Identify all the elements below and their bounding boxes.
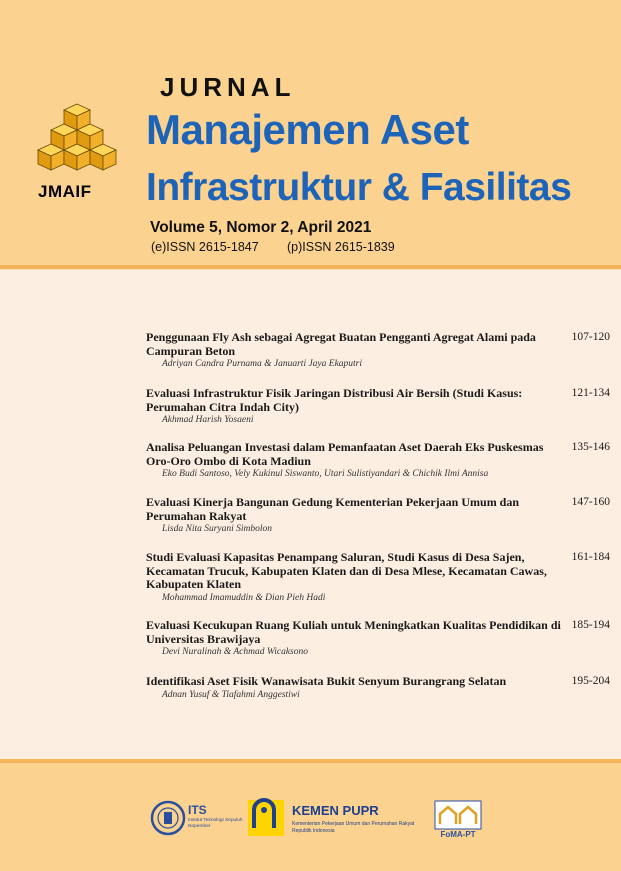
journal-title-line2: Infrastruktur & Fasilitas bbox=[146, 166, 572, 209]
article-authors: Adriyan Candra Purnama & Januarti Jaya Ekaputri bbox=[162, 359, 363, 369]
article-entry[interactable] bbox=[146, 496, 616, 535]
eissn: (e)ISSN 2615-1847 bbox=[151, 240, 259, 254]
article-title: Identifikasi Aset Fisik Wanawisata Bukit Senyum Burangrang Selatan bbox=[146, 674, 507, 688]
article-pages: 161-184 bbox=[571, 551, 610, 563]
article-authors: Adnan Yusuf & Tiafahmi Anggestiwi bbox=[162, 689, 300, 700]
jmaif-cube-logo bbox=[32, 100, 122, 180]
article-entry[interactable] bbox=[146, 331, 616, 370]
volume-info: Volume 5, Nomor 2, April 2021 bbox=[150, 219, 372, 236]
its-emblem-icon bbox=[150, 800, 186, 836]
article-pages: 121-134 bbox=[571, 387, 610, 399]
foma-house-icon bbox=[434, 800, 482, 830]
logo-label: JMAIF bbox=[38, 182, 92, 201]
article-entry[interactable] bbox=[146, 675, 616, 701]
article-title: Studi Evaluasi Kapasitas Penampang Saluran, Studi Kasus di Desa Sajen, Kecamatan Trucuk, Kabupaten Klaten dan di Desa Mlese, Kecamatan Cawas, Kabupaten Klaten bbox=[146, 550, 547, 591]
article-authors: Mohammad Imamuddin & Dian Pieh Hadi bbox=[162, 592, 326, 603]
article-authors: Devi Nuralinah & Achmad Wicaksono bbox=[162, 647, 309, 657]
article-title: Evaluasi Infrastruktur Fisik Jaringan Distribusi Air Bersih (Studi Kasus: Perumahan Citra Indah City) bbox=[146, 386, 523, 414]
article-entry[interactable] bbox=[146, 387, 616, 426]
its-subtitle: Institut Teknologi Sepuluh Nopember bbox=[188, 818, 243, 829]
article-pages: 107-120 bbox=[571, 331, 610, 343]
article-pages: 147-160 bbox=[571, 496, 610, 508]
article-authors: Akhmad Harish Yosaeni bbox=[162, 415, 254, 425]
article-title: Penggunaan Fly Ash sebagai Agregat Buatan Pengganti Agregat Alami pada Campuran Beton bbox=[146, 330, 536, 358]
article-pages: 135-146 bbox=[571, 441, 610, 453]
pupr-name: KEMEN PUPR bbox=[292, 803, 379, 818]
pupr-emblem-icon bbox=[246, 798, 286, 838]
article-authors: Eko Budi Santoso, Vely Kukinul Siswanto, Utari Sulistiyandari & Chichik Ilmi Annisa bbox=[162, 469, 489, 479]
journal-title-line1: Manajemen Aset bbox=[146, 106, 469, 153]
article-entry[interactable] bbox=[146, 619, 616, 658]
article-pages: 185-194 bbox=[571, 619, 610, 631]
its-name: ITS bbox=[188, 803, 207, 817]
jurnal-label: JURNAL bbox=[160, 72, 296, 102]
pissn: (p)ISSN 2615-1839 bbox=[287, 240, 395, 254]
foma-name: FoMA-PT bbox=[440, 830, 476, 839]
article-pages: 195-204 bbox=[571, 675, 610, 687]
article-title: Evaluasi Kecukupan Ruang Kuliah untuk Meningkatkan Kualitas Pendidikan di Universitas Brawijaya bbox=[146, 618, 561, 646]
article-title: Analisa Peluangan Investasi dalam Pemanfaatan Aset Daerah Eks Puskesmas Oro-Oro Ombo di Kota Madiun bbox=[146, 440, 544, 468]
pupr-subtitle: Kementerian Pekerjaan Umum dan Perumahan Rakyat Republik Indonesia bbox=[292, 821, 415, 834]
article-entry[interactable] bbox=[146, 551, 616, 604]
article-authors: Lisda Nita Suryani Simbolon bbox=[162, 524, 273, 534]
article-entry[interactable] bbox=[146, 441, 616, 480]
article-title: Evaluasi Kinerja Bangunan Gedung Kementerian Pekerjaan Umum dan Perumahan Rakyat bbox=[146, 495, 520, 523]
divider-top bbox=[0, 265, 621, 269]
